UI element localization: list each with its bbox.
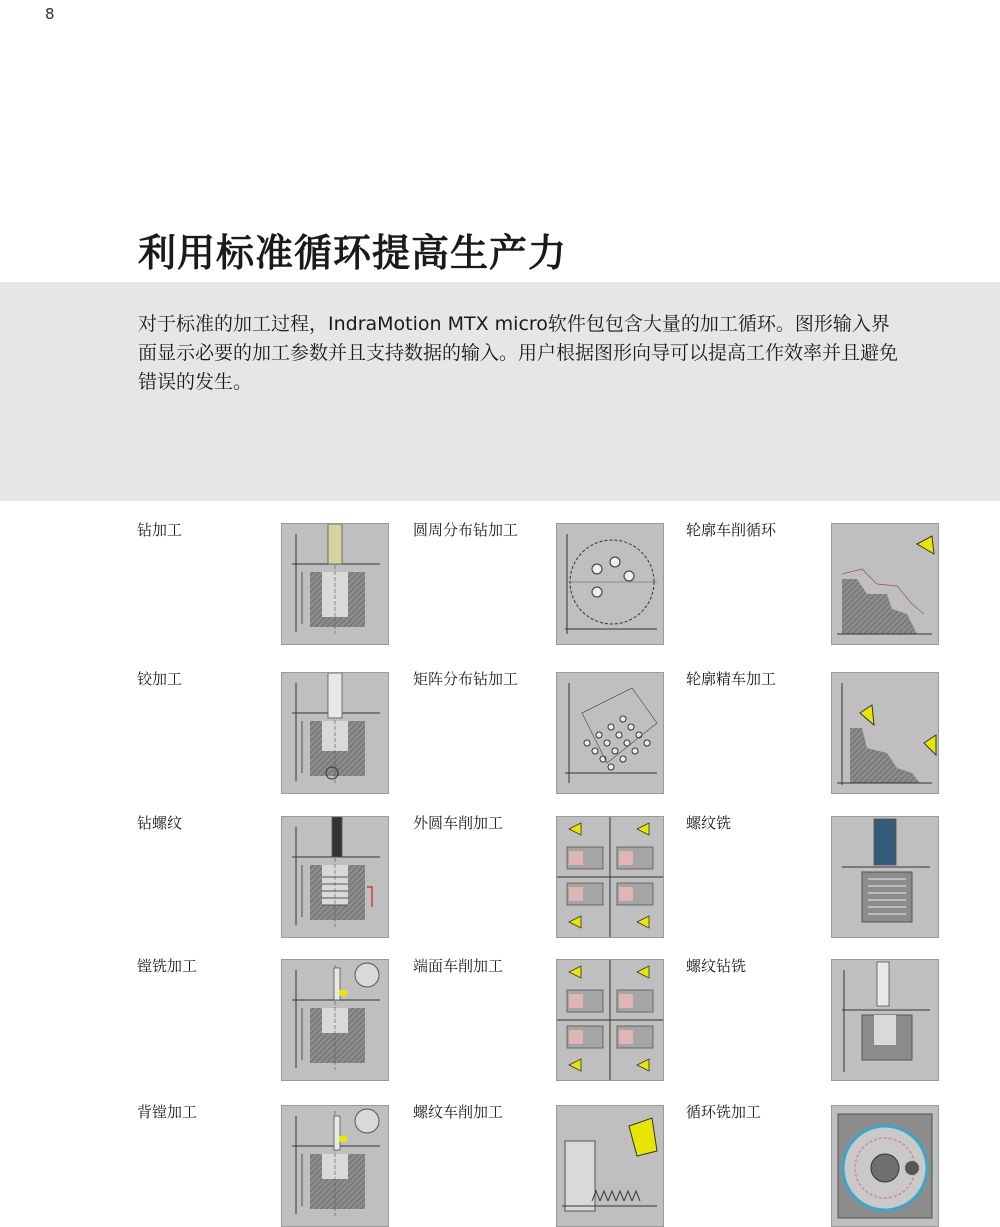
contour-turning-diagram <box>831 523 939 645</box>
od-turning-diagram-drawing <box>557 817 663 937</box>
back-boring-diagram-drawing <box>282 1106 388 1226</box>
thread-turning-diagram-drawing <box>557 1106 663 1226</box>
circular-pocket-milling-diagram <box>831 1105 939 1227</box>
cycle-label: 螺纹车削加工 <box>413 1103 504 1121</box>
cycle-label: 圆周分布钻加工 <box>413 521 519 539</box>
reaming-diagram <box>281 672 389 794</box>
thread-turning-diagram <box>556 1105 664 1227</box>
circular-pattern-drilling-diagram <box>556 523 664 645</box>
circular-pattern-drilling-diagram-drawing <box>557 524 663 644</box>
drilling-diagram-drawing <box>282 524 388 644</box>
thread-drill-milling-diagram-drawing <box>832 960 938 1080</box>
cycle-label: 镗铣加工 <box>137 957 198 975</box>
cycle-label: 轮廓车削循环 <box>686 521 777 539</box>
cycle-label: 端面车削加工 <box>413 957 504 975</box>
thread-drill-milling-diagram <box>831 959 939 1081</box>
cycle-label: 螺纹铣 <box>686 814 732 832</box>
cycle-label: 螺纹钻铣 <box>686 957 747 975</box>
boring-milling-diagram <box>281 959 389 1081</box>
intro-paragraph: 对于标准的加工过程，IndraMotion MTX micro软件包包含大量的加工循环。图形输入界面显示必要的加工参数并且支持数据的输入。用户根据图形向导可以提高工作效率并且避免错误的发生。 <box>138 313 899 393</box>
cycle-label: 循环铣加工 <box>686 1103 762 1121</box>
cycle-label: 矩阵分布钻加工 <box>413 670 519 688</box>
contour-finishing-diagram-drawing <box>832 673 938 793</box>
thread-milling-diagram <box>831 816 939 938</box>
matrix-pattern-drilling-diagram-drawing <box>557 673 663 793</box>
cycle-label: 铰加工 <box>137 670 183 688</box>
tapping-diagram-drawing <box>282 817 388 937</box>
page-number: 8 <box>45 5 55 23</box>
cycle-label: 钻螺纹 <box>137 814 183 832</box>
od-turning-diagram <box>556 816 664 938</box>
back-boring-diagram <box>281 1105 389 1227</box>
cycle-label: 轮廓精车加工 <box>686 670 777 688</box>
thread-milling-diagram-drawing <box>832 817 938 937</box>
reaming-diagram-drawing <box>282 673 388 793</box>
circular-pocket-milling-diagram-drawing <box>832 1106 938 1226</box>
facing-diagram-drawing <box>557 960 663 1080</box>
cycle-label: 钻加工 <box>137 521 183 539</box>
boring-milling-diagram-drawing <box>282 960 388 1080</box>
matrix-pattern-drilling-diagram <box>556 672 664 794</box>
contour-turning-diagram-drawing <box>832 524 938 644</box>
tapping-diagram <box>281 816 389 938</box>
facing-diagram <box>556 959 664 1081</box>
page-title: 利用标准循环提高生产力 <box>138 231 568 275</box>
cycle-label: 背镗加工 <box>137 1103 198 1121</box>
drilling-diagram <box>281 523 389 645</box>
contour-finishing-diagram <box>831 672 939 794</box>
cycle-label: 外圆车削加工 <box>413 814 504 832</box>
